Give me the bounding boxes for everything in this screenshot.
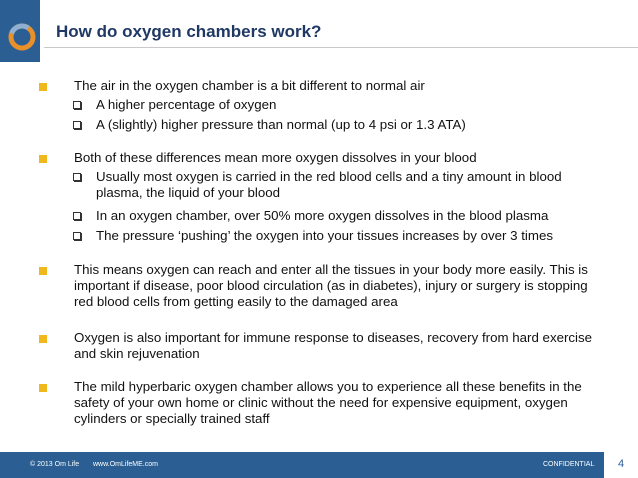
square-bullet-icon (39, 335, 47, 343)
square-bullet-icon (39, 83, 47, 91)
hollow-square-bullet-icon (73, 173, 81, 181)
copyright-text: © 2013 Om Life (30, 461, 80, 468)
confidential-label: CONFIDENTIAL (543, 461, 595, 468)
bullet-text: This means oxygen can reach and enter all the tissues in your body more easily. This is important if disease, poor blood circulation (as in diabetes), injury or surgery is stopping red blood cells from getting easily to the damaged area (74, 262, 588, 309)
bullet-text: Oxygen is also important for immune response to diseases, recovery from hard exercise and skin rejuvenation (74, 330, 593, 361)
page-number-box (604, 452, 638, 478)
bullet-text: The air in the oxygen chamber is a bit different to normal air (74, 78, 425, 93)
square-bullet-icon (39, 267, 47, 275)
header-divider (44, 47, 638, 48)
slide-footer (0, 452, 638, 478)
slide-header (0, 0, 638, 60)
bullet-text: The mild hyperbaric oxygen chamber allows you to experience all these benefits in the safety of your own home or clinic without the need for expensive equipment, oxygen cylinders or specially trained staff (74, 379, 582, 426)
square-bullet-icon (39, 155, 47, 163)
sub-bullet-text: Usually most oxygen is carried in the red blood cells and a tiny amount in blood plasma, the liquid of your blood (96, 169, 562, 200)
hollow-square-bullet-icon (73, 101, 81, 109)
website-link[interactable]: www.OmLifeME.com (93, 461, 158, 468)
hollow-square-bullet-icon (73, 121, 81, 129)
om-life-logo (7, 22, 37, 52)
square-bullet-icon (39, 384, 47, 392)
hollow-square-bullet-icon (73, 232, 81, 240)
page-number: 4 (617, 458, 625, 470)
slide-title: How do oxygen chambers work? (56, 22, 322, 41)
sub-bullet-text: The pressure ‘pushing’ the oxygen into your tissues increases by over 3 times (96, 228, 554, 243)
sub-bullet-text: In an oxygen chamber, over 50% more oxygen dissolves in the blood plasma (96, 208, 549, 223)
bullet-text: Both of these differences mean more oxygen dissolves in your blood (74, 150, 477, 165)
sub-bullet-text: A higher percentage of oxygen (96, 97, 277, 112)
sub-bullet-text: A (slightly) higher pressure than normal (up to 4 psi or 1.3 ATA) (96, 117, 466, 132)
hollow-square-bullet-icon (73, 212, 81, 220)
